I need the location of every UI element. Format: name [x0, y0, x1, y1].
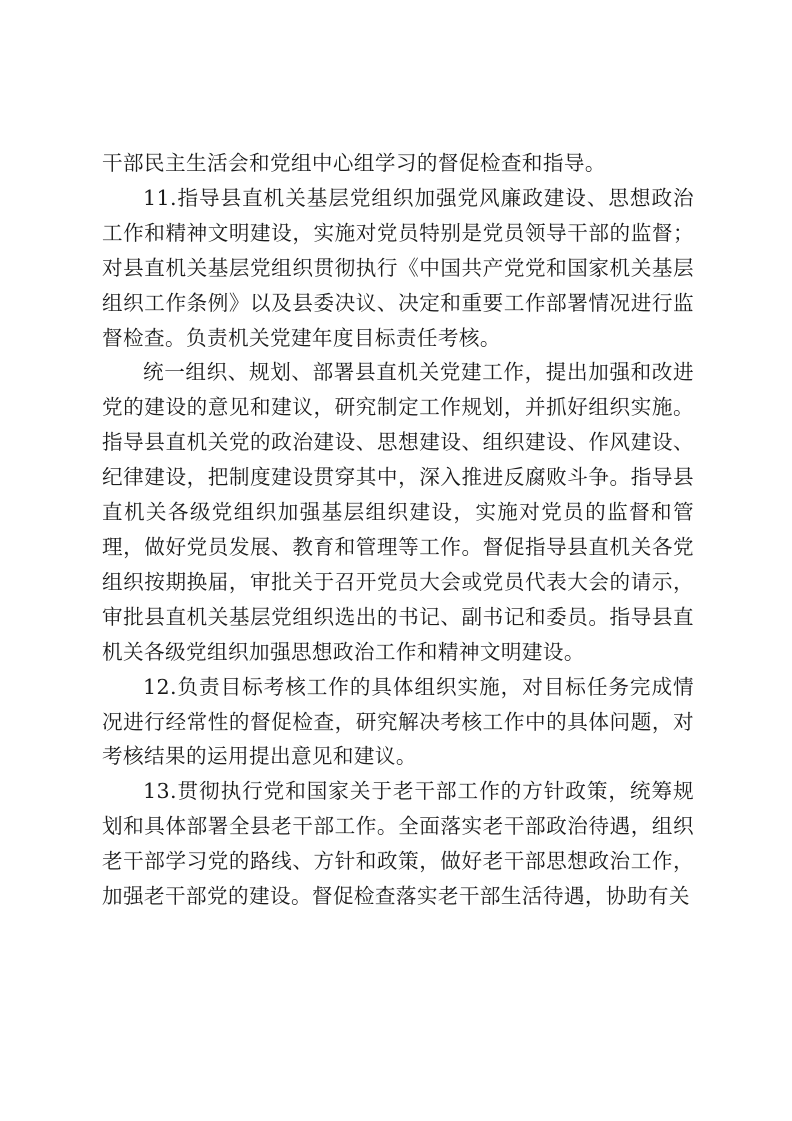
- paragraph-item-11: 11.指导县直机关基层党组织加强党风廉政建设、思想政治工作和精神文明建设，实施对党员特别是党员领导干部的监督；对县直机关基层党组织贯彻执行《中国共产党党和国家机关基层组织工作条例》以及县委决议、决定和重要工作部署情况进行监督检查。负责机关党建年度目标责任考核。: [102, 185, 694, 350]
- paragraph-continuation: 干部民主生活会和党组中心组学习的督促检查和指导。: [102, 151, 606, 175]
- paragraph-item-12: 12.负责目标考核工作的具体组织实施，对目标任务完成情况进行经常性的督促检查，研究解决考核工作中的具体问题，对考核结果的运用提出意见和建议。: [102, 674, 694, 769]
- paragraph-item-13: 13.贯彻执行党和国家关于老干部工作的方针政策，统筹规划和具体部署全县老干部工作。全面落实老干部政治待遇，组织老干部学习党的路线、方针和政策，做好老干部思想政治工作，加强老干部党的建设。督促检查落实老干部生活待遇，协助有关: [102, 779, 694, 909]
- paragraph-party-building: 统一组织、规划、部署县直机关党建工作，提出加强和改进党的建设的意见和建议，研究制定工作规划，并抓好组织实施。指导县直机关党的政治建设、思想建设、组织建设、作风建设、纪律建设，把制度建设贯穿其中，深入推进反腐败斗争。指导县直机关各级党组织加强基层组织建设，实施对党员的监督和管理，做好党员发展、教育和管理等工作。督促指导县直机关各党组织按期换届，审批关于召开党员大会或党员代表大会的请示，审批县直机关基层党组织选出的书记、副书记和委员。指导县直机关各级党组织加强思想政治工作和精神文明建设。: [102, 360, 694, 664]
- document-body: [102, 146, 694, 914]
